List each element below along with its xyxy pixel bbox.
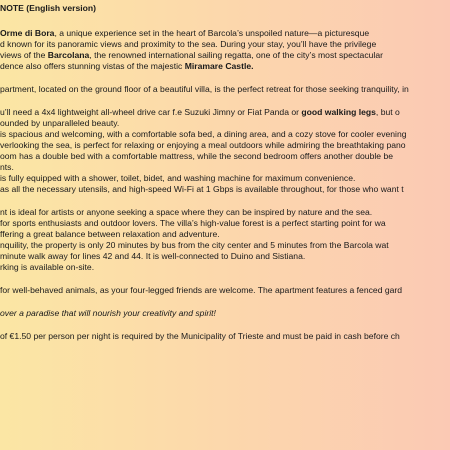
doc-heading: NOTE (English version) [0,3,96,13]
intro-line-4: dence also offers stunning vistas of the majestic Miramare Castle. [0,61,254,71]
closing-line: over a paradise that will nourish your creativity and spirit! [0,308,216,318]
living-room-line: is spacious and welcoming, with a comfortable sofa bed, a dining area, and a cozy stove for cooler evening [0,129,407,139]
apartment-line: partment, located on the ground floor of a beautiful villa, is the perfect retreat for those seeking tranquility, in [0,84,409,94]
tourist-tax-line: of €1.50 per person per night is required by the Municipality of Trieste and must be paid in cash before ch [0,331,400,341]
sports-line: for sports enthusiasts and outdoor lovers. The villa’s high-value forest is a perfect starting point for wa [0,218,386,228]
kitchen-line: as all the necessary utensils, and high-speed Wi-Fi at 1 Gbps is available throughout, for those who want t [0,184,404,194]
pets-line: for well-behaved animals, as your four-legged friends are welcome. The apartment features a fenced gard [0,285,403,295]
access-line-1: u’ll need a 4x4 lightweight all-wheel drive car f.e Suzuki Jimny or Fiat Panda or good walking legs, but o [0,107,400,117]
terrace-line: verlooking the sea, is perfect for relaxing or enjoying a meal outdoors while admiring the breathtaking pano [0,140,406,150]
access-line-2: ounded by unparalleled beauty. [0,118,120,128]
intro-line-2: d known for its panoramic views and proximity to the sea. During your stay, you’ll have the privilege [0,39,377,49]
balance-line: ffering a great balance between relaxation and adventure. [0,229,220,239]
artists-line: nt is ideal for artists or anyone seeking a space where they can be inspired by nature and the sea. [0,207,373,217]
bedroom-line-2: nts. [0,162,14,172]
bathroom-line: is fully equipped with a shower, toilet, bidet, and washing machine for maximum convenience. [0,173,356,183]
transport-line-1: nquility, the property is only 20 minutes by bus from the city center and 5 minutes from the Barcola wat [0,240,389,250]
parking-line: rking is available on-site. [0,262,95,272]
intro-line-1: Orme di Bora, a unique experience set in the heart of Barcola’s unspoiled nature—a picturesque [0,28,370,38]
bedroom-line-1: oom has a double bed with a comfortable mattress, while the second bedroom offers another double be [0,151,394,161]
transport-line-2: minute walk away for lines 42 and 44. It is well-connected to Duino and Sistiana. [0,251,306,261]
intro-line-3: views of the Barcolana, the renowned international sailing regatta, one of the city’s most spectacular [0,50,383,60]
